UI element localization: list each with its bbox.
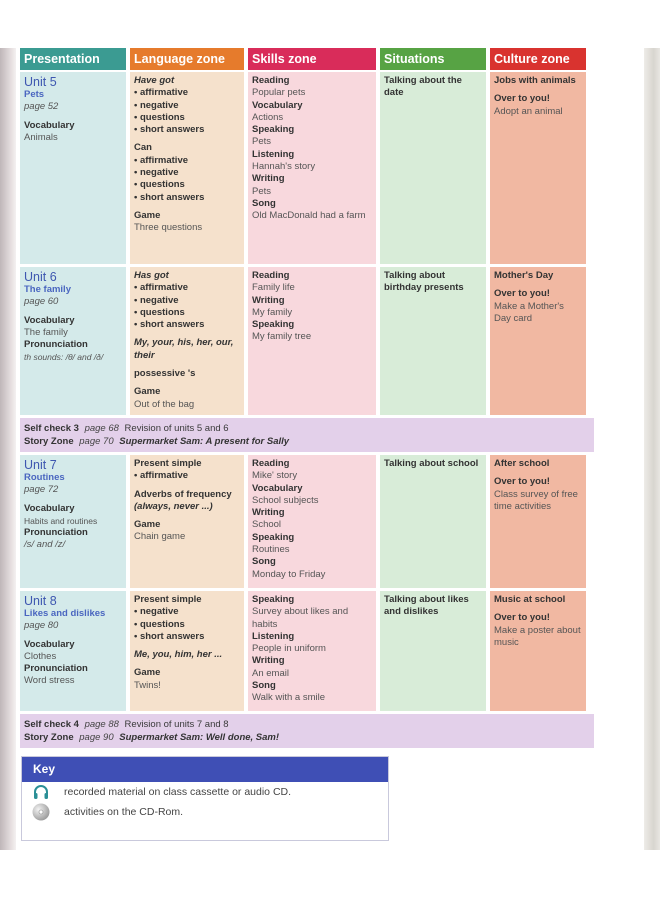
key-text: recorded material on class cassette or audio CD. bbox=[64, 786, 292, 798]
skill-label: Song bbox=[252, 197, 276, 209]
culture-title: Mother's Day bbox=[494, 270, 554, 281]
game-value: Chain game bbox=[134, 531, 186, 543]
item-label: Vocabulary bbox=[24, 119, 75, 131]
skills-cell bbox=[248, 267, 376, 415]
skill-label: Song bbox=[252, 556, 276, 568]
game-value: Twins! bbox=[134, 679, 161, 691]
skill-value: Pets bbox=[252, 185, 272, 197]
skill-label: Speaking bbox=[252, 124, 295, 136]
skill-value: My family bbox=[252, 306, 293, 318]
over-to-you-label: Over to you! bbox=[494, 612, 550, 624]
item-label: Vocabulary bbox=[24, 638, 75, 650]
situations-cell bbox=[380, 267, 486, 415]
header-language-zone: Language zone bbox=[130, 48, 244, 70]
unit-row-7 bbox=[20, 455, 594, 588]
skills-cell bbox=[248, 591, 376, 711]
story-zone-label: Story Zone bbox=[24, 436, 74, 447]
culture-title: Music at school bbox=[494, 594, 566, 605]
skill-label: Listening bbox=[252, 630, 295, 642]
skill-value: Popular pets bbox=[252, 87, 306, 99]
unit-title: Unit 6 bbox=[24, 270, 57, 284]
over-to-you-label: Over to you! bbox=[494, 288, 550, 300]
grammar-bullet: • short answers bbox=[134, 124, 205, 136]
page-ref: page 52 bbox=[24, 101, 59, 113]
skill-label: Writing bbox=[252, 507, 285, 519]
item-label: Vocabulary bbox=[24, 502, 75, 514]
over-to-you-label: Over to you! bbox=[494, 93, 550, 105]
skill-value: School bbox=[252, 519, 282, 531]
item-value: Clothes bbox=[24, 650, 57, 662]
grammar-bullet: • questions bbox=[134, 618, 185, 630]
situations-cell bbox=[380, 72, 486, 264]
skill-label: Reading bbox=[252, 458, 290, 469]
story-zone-page: page 70 bbox=[79, 436, 114, 447]
contents-table bbox=[20, 48, 594, 751]
grammar-bullet: • questions bbox=[134, 306, 185, 318]
grammar-bullet: • questions bbox=[134, 179, 185, 191]
self-check-label: Self check 4 bbox=[24, 719, 79, 730]
item-label: Vocabulary bbox=[24, 314, 75, 326]
skill-label: Vocabulary bbox=[252, 99, 303, 111]
skill-value: My family tree bbox=[252, 331, 312, 343]
key-legend bbox=[21, 756, 389, 841]
item-value: Habits and routines bbox=[24, 515, 98, 526]
language-cell bbox=[130, 455, 244, 588]
unit-row-8 bbox=[20, 591, 594, 711]
page-ref: page 72 bbox=[24, 484, 59, 496]
column-headers bbox=[20, 48, 594, 70]
skill-label: Writing bbox=[252, 173, 285, 185]
page-ref: page 60 bbox=[24, 296, 59, 308]
presentation-cell bbox=[20, 455, 126, 588]
unit-title: Unit 5 bbox=[24, 75, 57, 89]
grammar-bullet: (always, never ...) bbox=[134, 500, 213, 512]
skill-label: Writing bbox=[252, 294, 285, 306]
headphones-icon bbox=[32, 783, 50, 801]
key-text: activities on the CD-Rom. bbox=[64, 806, 184, 818]
skill-label: Reading bbox=[252, 75, 290, 86]
story-zone-page: page 90 bbox=[79, 732, 114, 743]
revision-band-2 bbox=[20, 714, 594, 748]
skill-value: Actions bbox=[252, 111, 284, 123]
language-cell bbox=[130, 591, 244, 711]
situation-text: Talking about school bbox=[384, 458, 479, 469]
grammar-bullet: • short answers bbox=[134, 630, 205, 642]
presentation-cell bbox=[20, 72, 126, 264]
situation-text: Talking about the date bbox=[384, 75, 462, 99]
skill-label: Reading bbox=[252, 270, 290, 281]
skill-label: Song bbox=[252, 680, 276, 692]
situation-text: Talking about likes and dislikes bbox=[384, 594, 469, 618]
skill-label: Listening bbox=[252, 148, 295, 160]
grammar-title: Present simple bbox=[134, 458, 202, 469]
situation-text: Talking about birthday presents bbox=[384, 270, 464, 294]
culture-activity: Make a poster about music bbox=[494, 624, 581, 648]
skill-label: Writing bbox=[252, 655, 285, 667]
item-value: Word stress bbox=[24, 675, 75, 687]
key-item-audio bbox=[22, 782, 388, 802]
game-value: Three questions bbox=[134, 222, 203, 234]
game-label: Game bbox=[134, 519, 161, 531]
skill-value: Mike' story bbox=[252, 470, 298, 482]
grammar-title: Adverbs of frequency bbox=[134, 488, 232, 500]
revision-band-1 bbox=[20, 418, 594, 452]
skill-value: Family life bbox=[252, 282, 295, 294]
key-title: Key bbox=[22, 757, 388, 782]
game-label: Game bbox=[134, 386, 161, 398]
skill-value: Walk with a smile bbox=[252, 692, 326, 704]
header-situations: Situations bbox=[380, 48, 486, 70]
culture-cell bbox=[490, 267, 586, 415]
language-cell bbox=[130, 267, 244, 415]
grammar-title: Has got bbox=[134, 270, 169, 281]
skill-value: Pets bbox=[252, 136, 272, 148]
culture-activity: Adopt an animal bbox=[494, 105, 563, 117]
self-check-page: page 68 bbox=[84, 423, 119, 434]
story-zone-label: Story Zone bbox=[24, 732, 74, 743]
skill-label: Vocabulary bbox=[252, 482, 303, 494]
grammar-extra: possessive 's bbox=[134, 368, 196, 380]
grammar-bullet: • negative bbox=[134, 167, 179, 179]
grammar-bullet: • questions bbox=[134, 111, 185, 123]
cd-rom-icon bbox=[32, 803, 50, 821]
culture-title: Jobs with animals bbox=[494, 75, 576, 86]
skill-value: An email bbox=[252, 667, 289, 679]
skill-value: Monday to Friday bbox=[252, 568, 326, 580]
item-label: Pronunciation bbox=[24, 663, 88, 675]
header-presentation: Presentation bbox=[20, 48, 126, 70]
culture-cell bbox=[490, 455, 586, 588]
language-cell bbox=[130, 72, 244, 264]
grammar-bullet: • affirmative bbox=[134, 154, 189, 166]
unit-row-5 bbox=[20, 72, 594, 264]
skill-value: Hannah's story bbox=[252, 161, 316, 173]
grammar-bullet: • affirmative bbox=[134, 470, 189, 482]
item-label: Pronunciation bbox=[24, 527, 88, 539]
page-edge-shadow bbox=[644, 48, 660, 850]
story-zone-title: Supermarket Sam: Well done, Sam! bbox=[119, 732, 280, 743]
game-label: Game bbox=[134, 667, 161, 679]
skill-label: Speaking bbox=[252, 319, 295, 331]
item-value: /s/ and /z/ bbox=[24, 539, 66, 551]
grammar-bullet: • negative bbox=[134, 99, 179, 111]
presentation-cell bbox=[20, 591, 126, 711]
culture-activity: Make a Mother's Day card bbox=[494, 300, 564, 324]
item-label: Pronunciation bbox=[24, 339, 88, 351]
skill-value: Routines bbox=[252, 544, 290, 556]
culture-title: After school bbox=[494, 458, 550, 469]
item-value: th sounds: /θ/ and /ð/ bbox=[24, 352, 104, 363]
unit-name: Routines bbox=[24, 472, 65, 483]
header-skills-zone: Skills zone bbox=[248, 48, 376, 70]
culture-cell bbox=[490, 72, 586, 264]
grammar-title: Have got bbox=[134, 75, 175, 86]
item-value: Animals bbox=[24, 131, 58, 143]
situations-cell bbox=[380, 591, 486, 711]
situations-cell bbox=[380, 455, 486, 588]
grammar-title: Present simple bbox=[134, 594, 202, 605]
presentation-cell bbox=[20, 267, 126, 415]
skill-value: School subjects bbox=[252, 494, 319, 506]
unit-title: Unit 7 bbox=[24, 458, 57, 472]
game-value: Out of the bag bbox=[134, 398, 195, 410]
unit-name: Likes and dislikes bbox=[24, 608, 106, 619]
unit-title: Unit 8 bbox=[24, 594, 57, 608]
self-check-text: Revision of units 7 and 8 bbox=[124, 719, 229, 730]
self-check-text: Revision of units 5 and 6 bbox=[124, 423, 229, 434]
skill-value: People in uniform bbox=[252, 643, 326, 655]
key-item-cdrom bbox=[22, 802, 388, 822]
page-binding-shadow bbox=[0, 48, 16, 850]
unit-name: The family bbox=[24, 284, 71, 295]
header-culture-zone: Culture zone bbox=[490, 48, 586, 70]
skill-value: Survey about likes and habits bbox=[252, 606, 349, 630]
culture-activity: Class survey of free time activities bbox=[494, 488, 578, 512]
grammar-extra: My, your, his, her, our, their bbox=[134, 337, 234, 361]
grammar-bullet: • negative bbox=[134, 606, 179, 618]
self-check-page: page 88 bbox=[84, 719, 119, 730]
skill-value: Old MacDonald had a farm bbox=[252, 210, 366, 222]
skill-label: Speaking bbox=[252, 531, 295, 543]
game-label: Game bbox=[134, 209, 161, 221]
skills-cell bbox=[248, 72, 376, 264]
grammar-bullet: • affirmative bbox=[134, 87, 189, 99]
unit-name: Pets bbox=[24, 89, 45, 100]
page-ref: page 80 bbox=[24, 620, 59, 632]
grammar-bullet: • short answers bbox=[134, 191, 205, 203]
story-zone-title: Supermarket Sam: A present for Sally bbox=[119, 436, 290, 447]
over-to-you-label: Over to you! bbox=[494, 476, 550, 488]
grammar-bullet: • negative bbox=[134, 294, 179, 306]
grammar-bullet: • short answers bbox=[134, 319, 205, 331]
item-value: The family bbox=[24, 326, 68, 338]
self-check-label: Self check 3 bbox=[24, 423, 79, 434]
grammar-extra: Me, you, him, her ... bbox=[134, 649, 223, 661]
skills-cell bbox=[248, 455, 376, 588]
unit-row-6 bbox=[20, 267, 594, 415]
grammar-bullet: • affirmative bbox=[134, 282, 189, 294]
culture-cell bbox=[490, 591, 586, 711]
skill-label: Speaking bbox=[252, 594, 295, 605]
grammar-title: Can bbox=[134, 142, 152, 154]
